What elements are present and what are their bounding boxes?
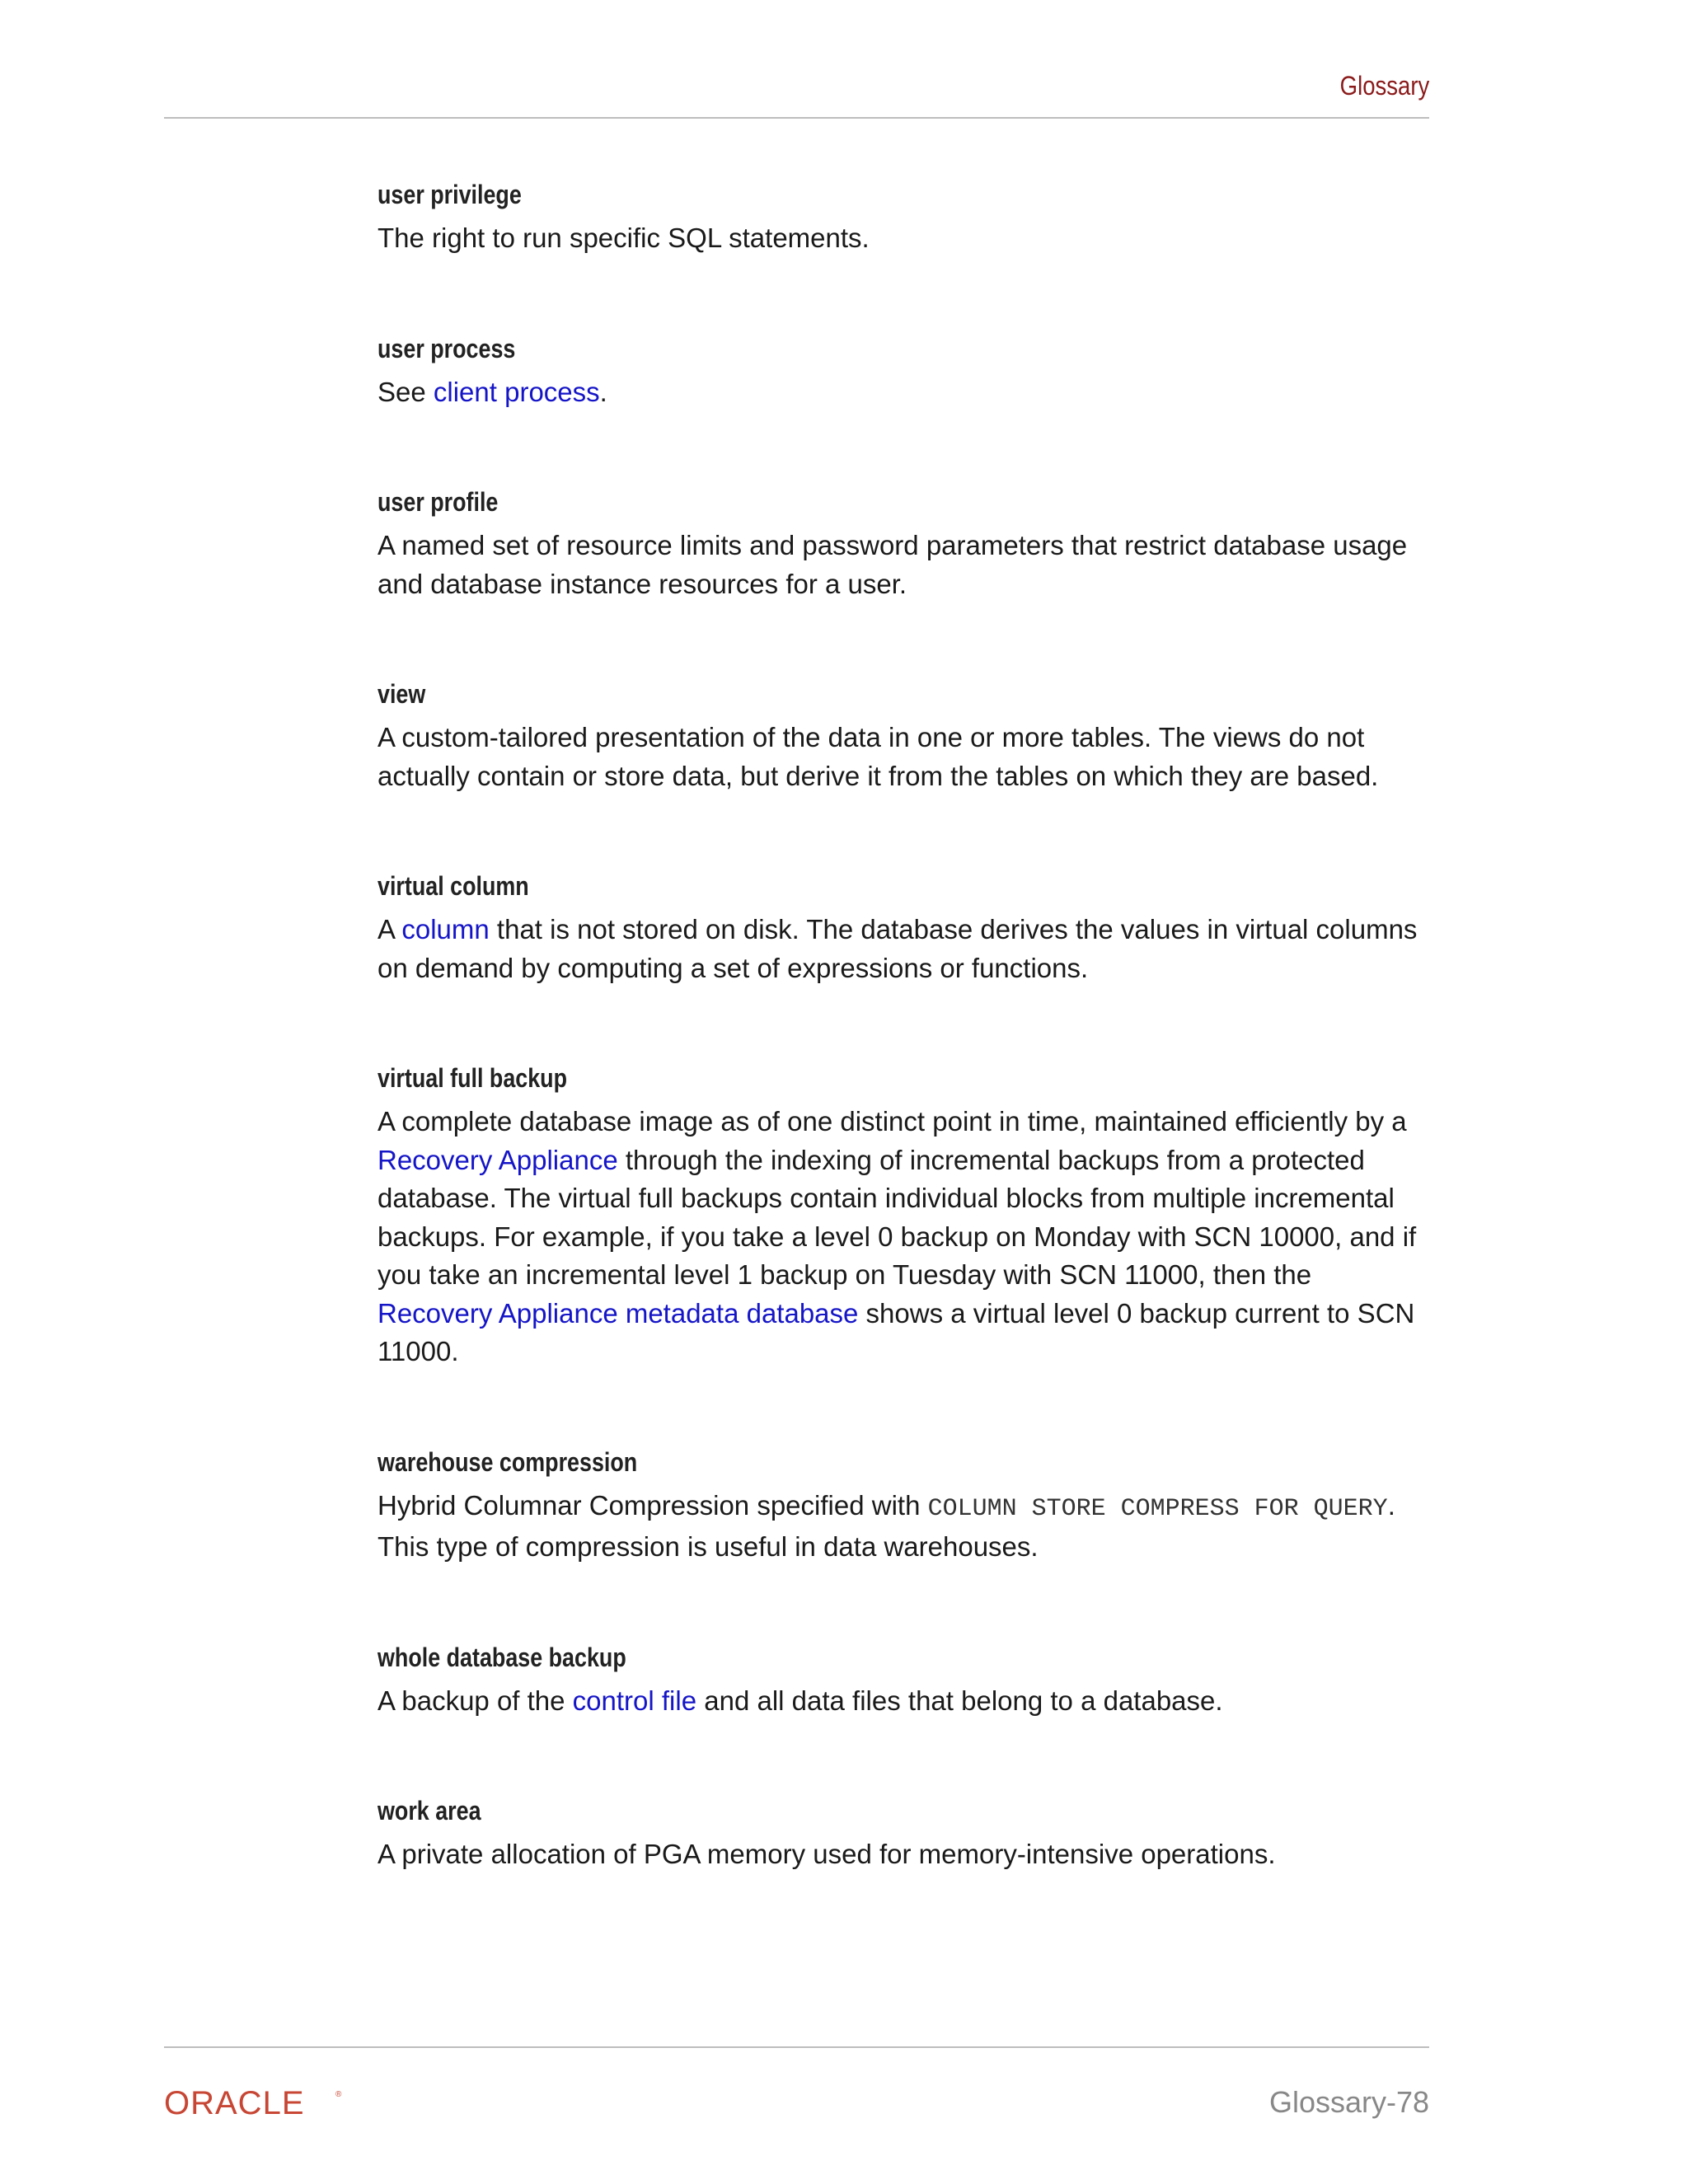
definition-text: The right to run specific SQL statements.	[377, 223, 870, 253]
definition-text: See	[377, 376, 434, 407]
glossary-entry	[377, 175, 1429, 258]
glossary-definition	[377, 1835, 1429, 1874]
glossary-entries	[377, 175, 1429, 1945]
definition-text: A backup of the	[377, 1685, 573, 1716]
glossary-term: work area	[377, 1796, 481, 1825]
oracle-logo-wordmark: ORACLE	[164, 2087, 305, 2120]
glossary-definition	[377, 527, 1429, 603]
glossary-definition	[377, 373, 1429, 412]
glossary-term: view	[377, 679, 426, 709]
glossary-term: warehouse compression	[377, 1446, 638, 1477]
glossary-term: user profile	[377, 487, 499, 517]
glossary-term: user process	[377, 333, 516, 363]
glossary-entry	[377, 866, 1429, 987]
definition-text: through the indexing of incremental backups from a protected database. The virtual full backups contain individual blocks from multiple incremental backups. For example, if you take a level 0 backup on Monday with SCN 10000, and if you take an incremental level 1 backup on Tuesday with SCN 11000, then the	[377, 1144, 1417, 1290]
glossary-definition	[377, 1487, 1429, 1567]
glossary-definition	[377, 719, 1429, 795]
registered-mark: ®	[335, 2090, 342, 2099]
definition-text: .	[599, 376, 607, 407]
definition-text: A complete database image as of one distinct point in time, maintained efficiently by a	[377, 1106, 1407, 1137]
definition-text: A named set of resource limits and password parameters that restrict database usage and database instance resources for a user.	[377, 530, 1408, 599]
glossary-term: virtual column	[377, 871, 529, 901]
glossary-definition	[377, 1103, 1429, 1371]
footer-divider	[164, 2046, 1429, 2048]
glossary-link[interactable]: control file	[572, 1685, 697, 1716]
glossary-definition	[377, 911, 1429, 987]
glossary-entry	[377, 329, 1429, 412]
page-number: Glossary-78	[1268, 2085, 1429, 2119]
glossary-entry	[377, 1791, 1429, 1874]
glossary-entry	[377, 482, 1429, 603]
definition-text: A custom-tailored presentation of the data in one or more tables. The views do not actually contain or store data, but derive it from the tables on which they are based.	[377, 722, 1379, 791]
definition-text: shows a virtual level 0 backup current to SCN 11000.	[377, 1297, 1415, 1366]
glossary-link[interactable]: column	[401, 914, 490, 944]
glossary-definition	[377, 219, 1429, 258]
glossary-term: user privilege	[377, 180, 522, 209]
glossary-definition	[377, 1682, 1429, 1721]
glossary-entry	[377, 674, 1429, 795]
glossary-entry	[377, 1442, 1429, 1567]
code-literal: COLUMN STORE COMPRESS FOR QUERY	[927, 1494, 1388, 1523]
definition-text: and all data files that belong to a database.	[696, 1685, 1223, 1716]
definition-text: A	[377, 914, 402, 944]
definition-text: A private allocation of PGA memory used for memory-intensive operations.	[377, 1839, 1276, 1869]
glossary-term: whole database backup	[377, 1642, 626, 1672]
glossary-link[interactable]: Recovery Appliance metadata database	[377, 1297, 859, 1329]
glossary-link[interactable]: Recovery Appliance	[377, 1144, 618, 1175]
glossary-term: virtual full backup	[377, 1063, 568, 1093]
glossary-entry	[377, 1638, 1429, 1721]
definition-text: Hybrid Columnar Compression specified with	[377, 1489, 928, 1521]
definition-text: . This type of compression is useful in data warehouses.	[377, 1489, 1395, 1562]
running-header-title: Glossary	[1339, 71, 1429, 101]
header-divider	[164, 117, 1429, 119]
glossary-entry	[377, 1058, 1429, 1371]
definition-text: that is not stored on disk. The database derives the values in virtual columns on demand by computing a set of expressions or functions.	[377, 914, 1418, 983]
glossary-link[interactable]: client process	[433, 376, 600, 407]
oracle-logo	[164, 2087, 345, 2120]
